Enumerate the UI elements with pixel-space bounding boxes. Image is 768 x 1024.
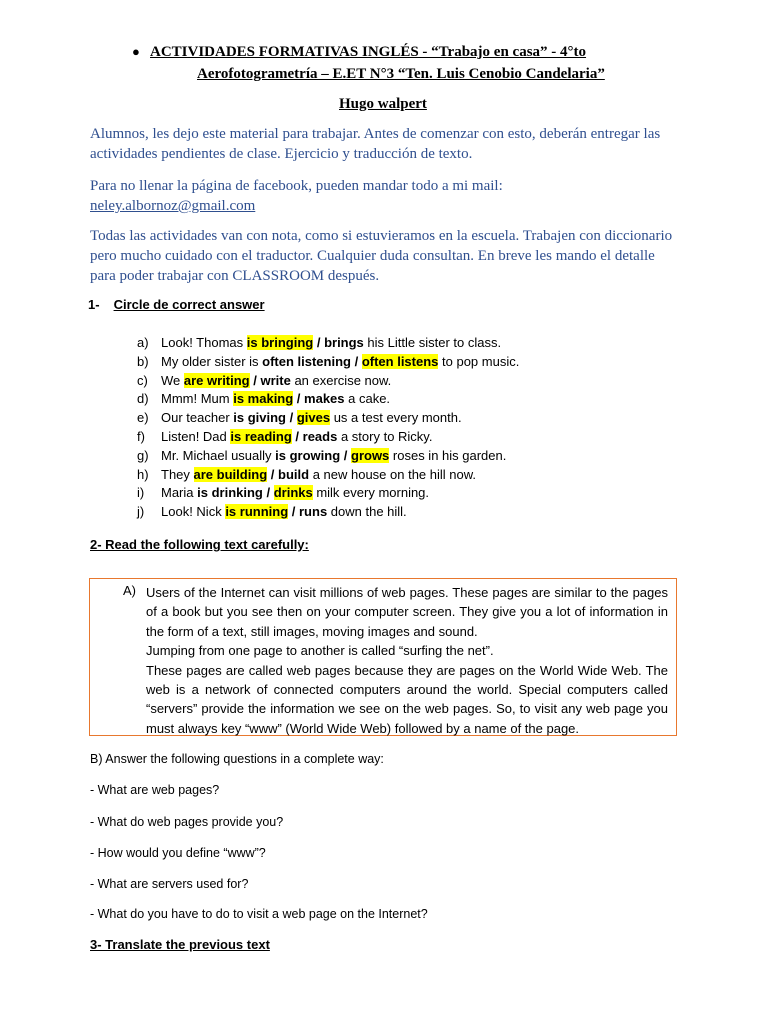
exercise-item — [137, 484, 519, 503]
item-letter: c) — [137, 372, 148, 388]
exercise-item — [137, 447, 519, 466]
option-separator[interactable]: / — [262, 485, 274, 501]
item-text-end: milk every morning. — [312, 485, 430, 501]
reading-paragraph-1: Users of the Internet can visit millions of web pages. These pages are similar to the pages of a book but you see then on your computer screen. They give you a lot of information in the form of a text, still images, moving images and sound. — [146, 585, 668, 639]
item-letter: b) — [137, 353, 149, 369]
item-text-end: a story to Ricky. — [337, 428, 433, 444]
option-2[interactable]: write — [260, 372, 291, 388]
option-1[interactable]: is bringing — [246, 335, 314, 350]
option-separator[interactable]: / — [350, 353, 362, 369]
question-3: - How would you define “www”? — [90, 846, 266, 860]
section-1-number: 1- — [88, 297, 100, 312]
exercise-item — [137, 409, 519, 428]
question-2: - What do web pages provide you? — [90, 815, 284, 829]
item-text-end: roses in his garden. — [389, 447, 507, 463]
item-text: We — [161, 372, 184, 388]
item-letter: i) — [137, 485, 145, 501]
question-4: - What are servers used for? — [90, 877, 249, 891]
reading-paragraph-2: Jumping from one page to another is called “surfing the net”. — [146, 643, 494, 659]
option-separator[interactable]: / — [267, 466, 279, 482]
option-2[interactable]: build — [278, 466, 310, 482]
question-1: - What are web pages? — [90, 783, 220, 797]
option-separator[interactable]: / — [286, 410, 297, 426]
option-1[interactable]: often listening — [262, 353, 351, 369]
option-1[interactable]: is growing — [275, 447, 341, 463]
section-2-heading: 2- Read the following text carefully: — [90, 537, 309, 552]
title-line-1 — [132, 44, 587, 61]
item-text-end: down the hill. — [327, 504, 407, 520]
item-letter: h) — [137, 466, 149, 482]
option-1[interactable]: is giving — [233, 410, 286, 426]
exercise-item — [137, 466, 519, 485]
email-link[interactable]: neley.albornoz@gmail.com — [90, 198, 256, 214]
exercise-item — [137, 503, 519, 522]
intro-paragraph-2 — [90, 176, 680, 216]
option-2[interactable]: brings — [324, 335, 364, 350]
questions-heading: B) Answer the following questions in a complete way: — [90, 752, 384, 766]
option-separator[interactable]: / — [293, 391, 305, 407]
option-separator[interactable]: / — [249, 372, 261, 388]
option-2[interactable]: grows — [351, 447, 390, 463]
item-text: Mmm! Mum — [161, 391, 234, 407]
option-1[interactable]: is reading — [230, 428, 292, 444]
option-1[interactable]: is making — [233, 391, 294, 407]
option-separator[interactable]: / — [288, 504, 299, 520]
item-text-end: a new house on the hill now. — [309, 466, 477, 482]
section-3-heading: 3- Translate the previous text — [90, 937, 270, 952]
item-text: Look! Thomas — [161, 335, 247, 350]
option-separator[interactable]: / — [291, 428, 303, 444]
item-text: They — [161, 466, 194, 482]
item-text-end: a cake. — [344, 391, 391, 407]
exercise-item — [137, 353, 519, 372]
item-text-end: an exercise now. — [290, 372, 392, 388]
option-1[interactable]: is running — [225, 504, 289, 520]
item-letter: j) — [137, 504, 145, 520]
reading-text-box — [89, 578, 677, 736]
item-letter: e) — [137, 410, 149, 426]
exercise-item — [137, 372, 519, 391]
exercise-item — [137, 390, 519, 409]
section-1-heading — [88, 297, 265, 312]
option-separator[interactable]: / — [313, 335, 325, 350]
option-2[interactable]: reads — [302, 428, 338, 444]
author-name: Hugo walpert — [339, 96, 427, 112]
option-1[interactable]: are building — [193, 466, 268, 482]
item-letter: g) — [137, 447, 149, 463]
reading-text — [146, 583, 668, 738]
item-text-end: to pop music. — [438, 353, 520, 369]
reading-letter: A) — [123, 583, 136, 598]
option-2[interactable]: runs — [299, 504, 328, 520]
option-separator[interactable]: / — [340, 447, 351, 463]
item-letter: d) — [137, 391, 149, 407]
intro-paragraph-1: Alumnos, les dejo este material para trabajar. Antes de comenzar con esto, deberán entregar las actividades pendientes de clase. Ejercicio y traducción de texto. — [90, 126, 661, 162]
reading-paragraph-3: These pages are called web pages because they are pages on the World Wide Web. The web is a network of connected computers around the world. Special computers called “servers” provide the information we see on the web pages. So, to visit any web page you must always key “www” (World Wide Web) followed by a name of the page. — [146, 662, 668, 736]
intro-paragraph-3: Todas las actividades van con nota, como si estuvieramos en la escuela. Trabajen con diccionario pero mucho cuidado con el traductor. Cualquier duda consultan. En breve les mando el detalle para poder trabajar con CLASSROOM después. — [90, 228, 673, 284]
option-2[interactable]: drinks — [273, 485, 313, 501]
option-1[interactable]: are writing — [183, 372, 250, 388]
exercise-item — [137, 428, 519, 447]
option-1[interactable]: is drinking — [197, 485, 263, 501]
question-5: - What do you have to do to visit a web page on the Internet? — [90, 907, 428, 921]
title-text-1: ACTIVIDADES FORMATIVAS INGLÉS - “Trabajo en casa” - 4°to — [150, 44, 587, 60]
option-2[interactable]: makes — [304, 391, 345, 407]
exercise-item — [137, 334, 519, 353]
exercise-list — [137, 334, 519, 522]
item-text: Look! Nick — [161, 504, 226, 520]
item-letter: a) — [137, 335, 149, 350]
option-2[interactable]: often listens — [361, 353, 439, 369]
item-text: My older sister is — [161, 353, 263, 369]
item-text: Listen! Dad — [161, 428, 231, 444]
item-letter: f) — [137, 428, 145, 444]
item-text: Our teacher — [161, 410, 234, 426]
item-text-end: his Little sister to class. — [363, 335, 502, 350]
intro-paragraph-2-text: Para no llenar la página de facebook, pueden mandar todo a mi mail: — [90, 178, 503, 194]
item-text: Mr. Michael usually — [161, 447, 276, 463]
item-text: Maria — [161, 485, 198, 501]
item-text-end: us a test every month. — [330, 410, 462, 426]
bullet-icon: ● — [132, 44, 140, 59]
title-line-2: Aerofotogrametría – E.ET N°3 “Ten. Luis Cenobio Candelaria” — [197, 66, 605, 82]
option-2[interactable]: gives — [296, 410, 331, 426]
section-1-title: Circle de correct answer — [113, 297, 265, 312]
